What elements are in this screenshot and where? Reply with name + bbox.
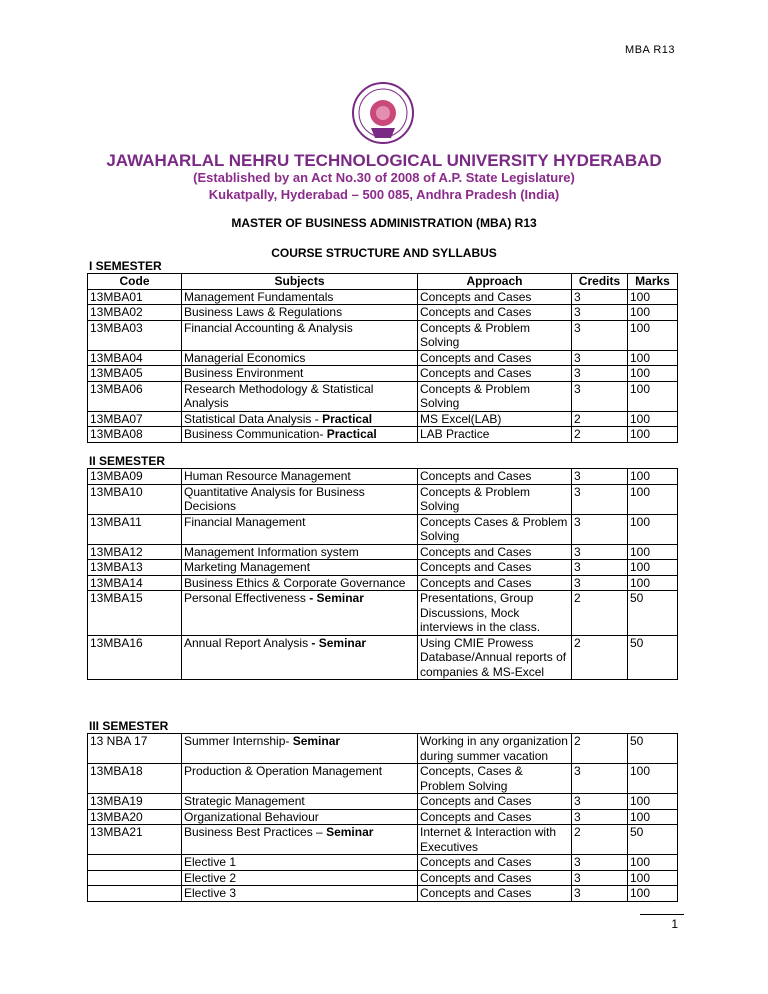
cell-credits-text: 2 [574,635,581,650]
cell-code-text: 13MBA13 [90,560,143,574]
cell-subject-text: Business Ethics & Corporate Governance [184,575,406,590]
cell-credits-text: 2 [574,591,581,605]
cell-code-text: 13MBA05 [90,366,143,380]
cell-code [88,350,182,366]
cell-code [88,366,182,382]
cell-code [88,794,182,810]
cell-code-text: 13MBA03 [90,320,143,335]
cell-code-text: 13MBA11 [90,514,142,529]
table-row [88,734,678,764]
cell-subject [182,635,418,680]
table-row [88,870,678,886]
cell-credits [572,544,628,560]
table-row [88,305,678,321]
cell-approach [418,825,572,855]
cell-approach-text: Concepts and Cases [420,855,532,869]
cell-code-text: 13 NBA 17 [90,734,148,748]
table-row [88,794,678,810]
cell-code-text: 13MBA20 [90,809,143,824]
cell-subject-emphasis: Practical [326,427,377,441]
cell-credits-text: 3 [574,886,581,900]
cell-approach-text: Concepts Cases & Problem Solving [420,514,568,543]
cell-credits [572,591,628,636]
cell-subject [182,575,418,591]
cell-code [88,411,182,427]
cell-subject-text: Organizational Behaviour [184,809,319,824]
cell-credits [572,350,628,366]
cell-subject [182,809,418,825]
cell-code [88,320,182,350]
cell-subject [182,427,418,443]
table-row [88,544,678,560]
cell-credits-text: 2 [574,427,581,441]
cell-approach-text: Concepts, Cases & Problem Solving [420,764,523,793]
cell-credits-text: 2 [574,411,581,426]
cell-marks-text: 100 [630,366,651,380]
col-approach-header: Approach [418,274,572,290]
cell-code-text: 13MBA14 [90,575,143,590]
cell-subject [182,514,418,544]
col-credits-header: Credits [572,274,628,290]
cell-subject-text: Elective 1 [184,855,237,869]
col-subjects-header: Subjects [182,274,418,290]
university-address: Kukatpally, Hyderabad – 500 085, Andhra Pradesh (India) [208,187,560,202]
cell-subject-text: Business Environment [184,366,304,380]
university-logo [343,80,423,150]
cell-marks [628,825,678,855]
cell-subject-text: Management Fundamentals [184,289,334,304]
cell-marks [628,350,678,366]
cell-subject [182,381,418,411]
cell-code [88,764,182,794]
cell-subject [182,305,418,321]
cell-code-text: 13MBA04 [90,350,143,365]
cell-subject-text: Annual Report Analysis [184,635,312,650]
cell-code-text: 13MBA02 [90,305,143,319]
cell-credits [572,366,628,382]
cell-code-text: 13MBA10 [90,484,143,499]
cell-credits [572,870,628,886]
cell-approach-text: Concepts and Cases [420,544,532,559]
cell-subject [182,855,418,871]
cell-subject [182,764,418,794]
semester-2-rows [88,469,678,680]
cell-code [88,544,182,560]
table-row [88,469,678,485]
cell-approach-text: Concepts and Cases [420,575,532,590]
cell-credits-text: 3 [574,560,581,574]
cell-subject [182,591,418,636]
cell-credits-text: 3 [574,855,581,869]
cell-approach [418,289,572,305]
semester-2-label: II SEMESTER [89,454,166,468]
cell-marks-text: 100 [630,560,651,574]
cell-marks [628,469,678,485]
cell-credits [572,427,628,443]
table-row [88,381,678,411]
cell-code [88,514,182,544]
cell-approach-text: Concepts and Cases [420,469,532,483]
cell-subject-text: Business Best Practices – [184,825,327,839]
table-row [88,289,678,305]
cell-marks [628,886,678,902]
cell-credits [572,484,628,514]
cell-marks [628,366,678,382]
cell-subject-text: Strategic Management [184,794,305,808]
cell-code-text: 13MBA12 [90,544,143,559]
cell-subject [182,366,418,382]
cell-code [88,825,182,855]
cell-subject-emphasis: Seminar [326,825,374,839]
course-structure-heading: COURSE STRUCTURE AND SYLLABUS [271,246,497,260]
cell-subject [182,411,418,427]
cell-code [88,809,182,825]
table-row [88,591,678,636]
table-row [88,411,678,427]
cell-marks [628,734,678,764]
cell-subject-text: Management Information system [184,544,359,559]
cell-credits-text: 3 [574,320,581,335]
document-code: MBA R13 [625,44,675,56]
cell-code [88,381,182,411]
program-title: MASTER OF BUSINESS ADMINISTRATION (MBA) R13 [231,216,537,230]
cell-code-text: 13MBA19 [90,794,143,808]
cell-marks-text: 100 [630,350,651,365]
cell-subject [182,350,418,366]
cell-approach [418,427,572,443]
cell-credits-text: 3 [574,289,581,304]
cell-approach [418,411,572,427]
cell-approach-text: Concepts & Problem Solving [420,484,531,513]
cell-subject-text: Business Communication- [184,427,327,441]
cell-marks [628,289,678,305]
cell-marks [628,591,678,636]
cell-subject [182,734,418,764]
table-row [88,635,678,680]
cell-approach [418,870,572,886]
cell-subject-text: Quantitative Analysis for Business Decisions [184,484,365,513]
table-row [88,575,678,591]
cell-marks [628,484,678,514]
cell-marks-text: 100 [630,794,651,808]
university-name: JAWAHARLAL NEHRU TECHNOLOGICAL UNIVERSITY HYDERABAD [106,151,662,170]
cell-marks-text: 100 [630,544,651,559]
cell-approach [418,635,572,680]
cell-credits [572,855,628,871]
cell-subject [182,560,418,576]
cell-marks [628,560,678,576]
cell-approach [418,809,572,825]
semester-1-label: I SEMESTER [89,259,162,273]
cell-approach [418,886,572,902]
table-row [88,366,678,382]
cell-credits [572,575,628,591]
semester-1-table [87,273,678,443]
cell-credits-text: 2 [574,734,581,748]
cell-credits-text: 3 [574,575,581,590]
cell-approach-text: Concepts and Cases [420,560,532,574]
cell-credits [572,635,628,680]
cell-approach-text: Concepts and Cases [420,366,532,380]
cell-marks [628,575,678,591]
cell-subject-text: Human Resource Management [184,469,351,483]
cell-subject-text: Marketing Management [184,560,311,574]
cell-credits [572,764,628,794]
cell-subject [182,825,418,855]
cell-approach [418,514,572,544]
table-row [88,514,678,544]
cell-approach-text: Concepts and Cases [420,886,532,900]
cell-approach [418,305,572,321]
cell-marks-text: 100 [630,575,651,590]
cell-code [88,484,182,514]
cell-marks [628,635,678,680]
cell-approach [418,794,572,810]
cell-credits-text: 3 [574,809,581,824]
cell-code [88,591,182,636]
cell-code-text: 13MBA09 [90,469,143,483]
cell-subject-text: Summer Internship- [184,734,293,748]
cell-marks-text: 100 [630,484,651,499]
semester-3-rows [88,734,678,902]
cell-credits-text: 3 [574,305,581,319]
cell-approach-text: Using CMIE Prowess Database/Annual reports of companies & MS-Excel [420,635,567,679]
cell-approach [418,469,572,485]
table-row [88,350,678,366]
cell-marks-text: 50 [630,591,644,605]
cell-approach-text: Concepts and Cases [420,350,532,365]
cell-credits [572,825,628,855]
cell-approach-text: MS Excel(LAB) [420,411,502,426]
cell-credits [572,514,628,544]
cell-subject [182,320,418,350]
cell-marks-text: 100 [630,427,651,441]
cell-subject-text: Statistical Data Analysis - [184,411,323,426]
cell-approach [418,855,572,871]
col-marks-header: Marks [628,274,678,290]
cell-credits [572,305,628,321]
cell-code [88,734,182,764]
cell-subject-text: Managerial Economics [184,350,306,365]
cell-credits [572,411,628,427]
cell-credits [572,289,628,305]
cell-credits [572,794,628,810]
cell-marks-text: 100 [630,870,651,885]
cell-marks-text: 100 [630,809,651,824]
cell-subject-text: Production & Operation Management [184,764,383,778]
cell-credits [572,320,628,350]
cell-approach [418,734,572,764]
cell-credits-text: 3 [574,484,581,499]
cell-marks-text: 100 [630,469,651,483]
cell-credits-text: 3 [574,366,581,380]
cell-marks-text: 50 [630,734,644,748]
table-row [88,825,678,855]
cell-marks [628,855,678,871]
cell-marks-text: 100 [630,764,651,778]
cell-subject [182,794,418,810]
cell-marks-text: 100 [630,381,651,396]
table-row [88,560,678,576]
table-row [88,855,678,871]
cell-subject-text: Business Laws & Regulations [184,305,343,319]
cell-code-text: 13MBA08 [90,427,143,441]
cell-marks-text: 100 [630,411,651,426]
cell-approach [418,350,572,366]
cell-approach [418,366,572,382]
cell-subject [182,870,418,886]
cell-approach [418,575,572,591]
cell-approach-text: Concepts and Cases [420,794,532,808]
cell-credits-text: 3 [574,764,581,778]
cell-marks [628,427,678,443]
cell-subject-text: Research Methodology & Statistical Analysis [184,381,374,410]
cell-code [88,575,182,591]
cell-subject [182,886,418,902]
cell-credits [572,734,628,764]
cell-code-text: 13MBA16 [90,635,143,650]
table-row [88,427,678,443]
cell-approach [418,591,572,636]
cell-credits [572,809,628,825]
cell-marks-text: 100 [630,855,651,869]
cell-credits-text: 3 [574,544,581,559]
cell-marks [628,794,678,810]
cell-approach-text: Working in any organization during summer vacation [420,734,568,763]
col-code-header: Code [88,274,182,290]
semester-2-table [87,468,678,680]
cell-subject [182,289,418,305]
cell-marks-text: 50 [630,635,644,650]
cell-subject-emphasis: Practical [322,411,373,426]
cell-approach [418,560,572,576]
cell-approach-text: Concepts and Cases [420,289,532,304]
table-row [88,484,678,514]
cell-marks [628,411,678,427]
cell-credits-text: 2 [574,825,581,839]
cell-credits-text: 3 [574,794,581,808]
table-row [88,809,678,825]
table-header-row [88,274,678,290]
cell-marks-text: 100 [630,320,651,335]
cell-subject-text: Financial Accounting & Analysis [184,320,353,335]
cell-approach-text: Internet & Interaction with Executives [420,825,557,854]
cell-approach-text: Concepts and Cases [420,870,532,885]
semester-3-label: III SEMESTER [89,719,169,733]
cell-subject-emphasis: - Seminar [309,591,364,605]
cell-approach-text: Concepts and Cases [420,305,532,319]
cell-approach [418,764,572,794]
table-row [88,764,678,794]
cell-marks-text: 100 [630,886,651,900]
cell-marks [628,514,678,544]
cell-code [88,469,182,485]
cell-approach [418,484,572,514]
cell-marks [628,544,678,560]
semester-3-table [87,733,678,902]
cell-marks [628,870,678,886]
cell-code [88,635,182,680]
cell-code [88,886,182,902]
table-row [88,320,678,350]
cell-code-text: 13MBA15 [90,591,143,605]
cell-credits-text: 3 [574,381,581,396]
cell-code [88,870,182,886]
cell-code [88,560,182,576]
cell-approach-text: Concepts and Cases [420,809,532,824]
cell-marks [628,809,678,825]
cell-subject [182,469,418,485]
cell-credits [572,469,628,485]
cell-subject-emphasis: - Seminar [311,635,367,650]
cell-code [88,289,182,305]
cell-approach-text: Concepts & Problem Solving [420,381,531,410]
cell-approach [418,320,572,350]
cell-subject [182,544,418,560]
cell-marks [628,381,678,411]
cell-credits-text: 3 [574,870,581,885]
cell-subject-emphasis: Seminar [292,734,341,748]
footer-rule [640,914,684,915]
cell-code-text: 13MBA07 [90,411,143,426]
cell-marks [628,305,678,321]
establishment-note: (Established by an Act No.30 of 2008 of A.P. State Legislature) [193,170,575,185]
cell-subject-text: Elective 3 [184,886,237,900]
table-row [88,886,678,902]
cell-subject-text: Elective 2 [184,870,237,885]
cell-approach-text: Concepts & Problem Solving [420,320,531,349]
cell-code [88,305,182,321]
cell-marks-text: 100 [630,305,651,319]
cell-approach-text: LAB Practice [420,427,490,441]
cell-credits [572,381,628,411]
cell-subject-text: Personal Effectiveness [184,591,310,605]
cell-code [88,427,182,443]
cell-approach [418,381,572,411]
cell-marks-text: 100 [630,289,651,304]
cell-subject-text: Financial Management [184,514,306,529]
cell-code [88,855,182,871]
cell-code-text: 13MBA06 [90,381,143,396]
cell-credits-text: 3 [574,514,581,529]
cell-credits-text: 3 [574,469,581,483]
cell-credits [572,560,628,576]
semester-1-rows [88,289,678,442]
cell-approach [418,544,572,560]
cell-credits [572,886,628,902]
cell-marks-text: 50 [630,825,644,839]
page-number: 1 [671,917,678,931]
cell-code-text: 13MBA01 [90,289,143,304]
cell-marks-text: 100 [630,514,651,529]
cell-code-text: 13MBA21 [90,825,143,839]
cell-approach-text: Presentations, Group Discussions, Mock interviews in the class. [420,591,541,634]
cell-code-text: 13MBA18 [90,764,143,778]
cell-marks [628,764,678,794]
cell-marks [628,320,678,350]
cell-subject [182,484,418,514]
cell-credits-text: 3 [574,350,581,365]
